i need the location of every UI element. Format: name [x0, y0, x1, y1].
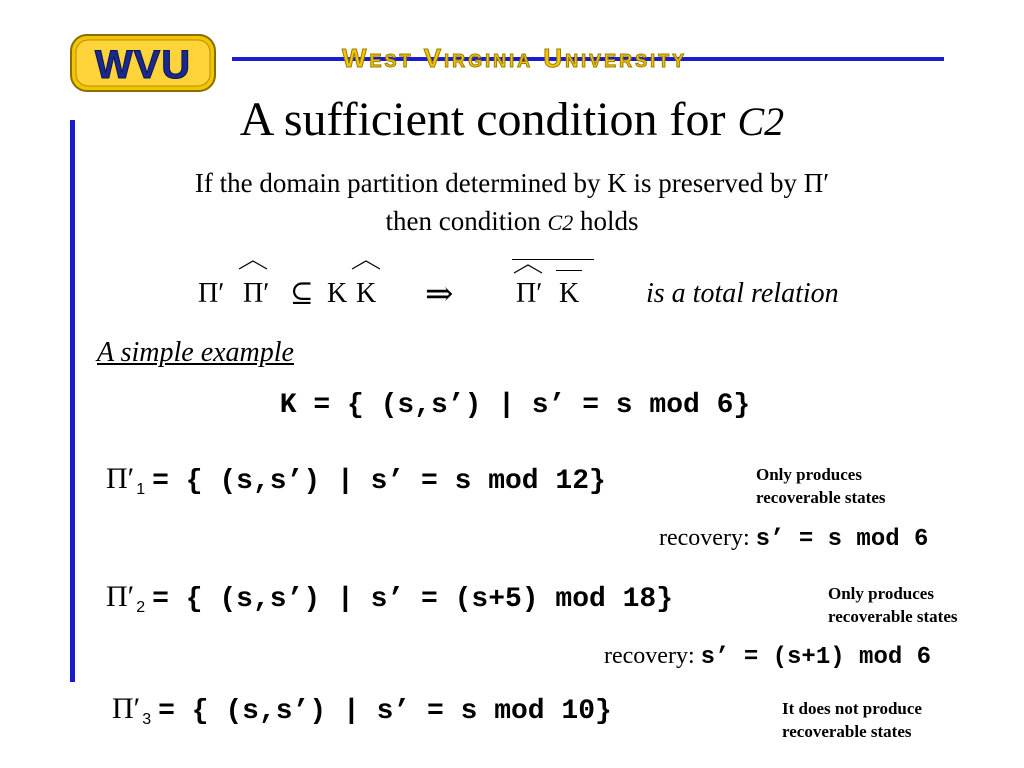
recovery-1	[659, 525, 928, 553]
formula-k-2: K	[356, 278, 377, 309]
statement-line-2	[0, 206, 1024, 237]
formula-k-3: K	[559, 278, 580, 309]
pi-1-definition	[106, 462, 606, 499]
pi-symbol: Π′	[106, 580, 135, 613]
relation: = { (s,s’) | s’ = s mod 12}	[152, 466, 606, 497]
page-title	[0, 92, 1024, 147]
statement-symbol: C2	[547, 210, 574, 235]
pi-symbol: Π′	[106, 462, 135, 495]
note-line: Only produces	[756, 465, 862, 484]
statement-before: then condition	[385, 206, 541, 236]
k-definition: K = { (s,s’) | s’ = s mod 6}	[279, 390, 751, 421]
overline-bar	[512, 259, 594, 260]
note-3	[782, 697, 922, 743]
implies-arrow: ⇒	[425, 276, 454, 313]
statement-after: holds	[579, 206, 639, 236]
logo-text: WVU	[94, 43, 192, 87]
statement-line-1: If the domain partition determined by K is preserved by Πʹ	[194, 168, 830, 198]
recovery-formula: s’ = (s+1) mod 6	[700, 644, 932, 671]
pi-index: 1	[136, 481, 146, 498]
note-1	[756, 463, 886, 509]
formula-k-1: K	[327, 278, 348, 309]
wvu-logo	[70, 34, 216, 92]
note-line: Only produces	[828, 584, 934, 603]
note-line: It does not produce	[782, 699, 922, 718]
hat-accent	[351, 260, 381, 270]
formula-conclusion: is a total relation	[646, 278, 839, 309]
note-line: recoverable states	[782, 722, 912, 741]
overline-bar	[556, 270, 582, 271]
note-line: recoverable states	[828, 607, 958, 626]
example-heading: A simple example	[97, 337, 294, 368]
formula	[0, 256, 1024, 316]
hat-accent	[513, 264, 543, 274]
pi-3-definition	[112, 692, 612, 729]
recovery-label: recovery:	[604, 643, 695, 669]
title-symbol: C2	[737, 99, 785, 144]
formula-subset: ⊆	[290, 278, 314, 309]
formula-pi-3: Πʹ	[516, 278, 543, 309]
recovery-2	[604, 643, 931, 671]
formula-pi-2: Πʹ	[243, 278, 270, 309]
pi-index: 2	[136, 599, 146, 616]
university-name: West Virginia University	[342, 43, 688, 73]
relation: = { (s,s’) | s’ = (s+5) mod 18}	[152, 584, 674, 615]
formula-pi-1: Πʹ	[198, 278, 225, 309]
pi-index: 3	[142, 711, 152, 728]
recovery-formula: s’ = s mod 6	[755, 526, 929, 553]
pi-2-definition	[106, 580, 673, 617]
pi-symbol: Π′	[112, 692, 141, 725]
title-prefix: A sufficient condition for	[239, 93, 726, 146]
hat-accent	[238, 260, 268, 270]
note-2	[828, 582, 958, 628]
recovery-label: recovery:	[659, 525, 750, 551]
note-line: recoverable states	[756, 488, 886, 507]
relation: = { (s,s’) | s’ = s mod 10}	[158, 696, 612, 727]
